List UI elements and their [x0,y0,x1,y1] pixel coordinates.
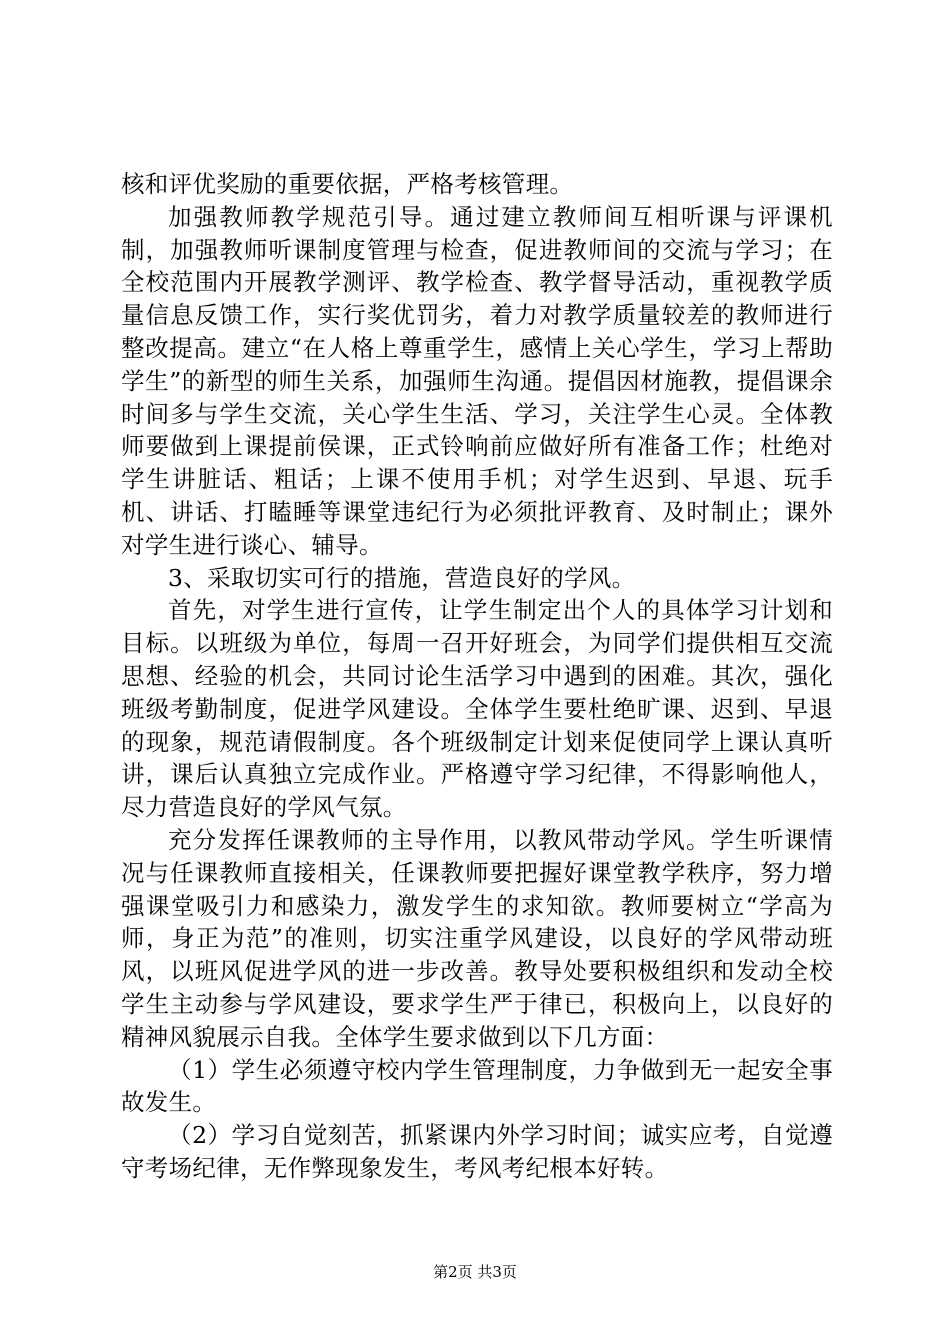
paragraph-teacher-role: 充分发挥任课教师的主导作用，以教风带动学风。学生听课情况与任课教师直接相关，任课教师要把握好课堂教学秩序，努力增强课堂吸引力和感染力，激发学生的求知欲。教师要树立“学高为师，身正为范”的准则，切实注重学风建设，以良好的学风带动班风，以班风促进学风的进一步改善。教导处要积极组织和发动全校学生主动参与学风建设，要求学生严于律已，积极向上，以良好的精神风貌展示自我。全体学生要求做到以下几方面： [121,825,833,1051]
paragraph-student-measures: 首先，对学生进行宣传，让学生制定出个人的具体学习计划和目标。以班级为单位，每周一召开好班会，为同学们提供相互交流思想、经验的机会，共同讨论生活学习中遇到的困难。其次，强化班级考勤制度，促进学风建设。全体学生要杜绝旷课、迟到、早退的现象，规范请假制度。各个班级制定计划来促使同学上课认真听讲，课后认真独立完成作业。严格遵守学习纪律，不得影响他人，尽力营造良好的学风气氛。 [121,596,833,822]
paragraph-continuation: 核和评优奖励的重要依据，严格考核管理。 [121,170,574,198]
paragraph-list-item-1: （1）学生必须遵守校内学生管理制度，力争做到无一起安全事故发生。 [121,1055,833,1117]
paragraph-section-heading-3: 3、采取切实可行的措施，营造良好的学风。 [168,563,636,592]
paragraph-list-item-2: （2）学习自觉刻苦，抓紧课内外学习时间；诚实应考，自觉遵守考场纪律，无作弊现象发生，考风考纪根本好转。 [121,1121,833,1182]
document-body [121,168,833,1185]
paragraph-teacher-guidance: 加强教师教学规范引导。通过建立教师间互相听课与评课机制，加强教师听课制度管理与检查，促进教师间的交流与学习；在全校范围内开展教学测评、教学检查、教学督导活动，重视教学质量信息反馈工作，实行奖优罚劣，着力对教学质量较差的教师进行整改提高。建立“在人格上尊重学生，感情上关心学生，学习上帮助学生”的新型的师生关系，加强师生沟通。提倡因材施教，提倡课余时间多与学生交流，关心学生生活、学习，关注学生心灵。全体教师要做到上课提前侯课，正式铃响前应做好所有准备工作；杜绝对学生讲脏话、粗话；上课不使用手机；对学生迟到、早退、玩手机、讲话、打瞌睡等课堂违纪行为必须批评教育、及时制止；课外对学生进行谈心、辅导。 [121,202,833,559]
page-number-footer: 第2页 共3页 [433,1263,517,1281]
